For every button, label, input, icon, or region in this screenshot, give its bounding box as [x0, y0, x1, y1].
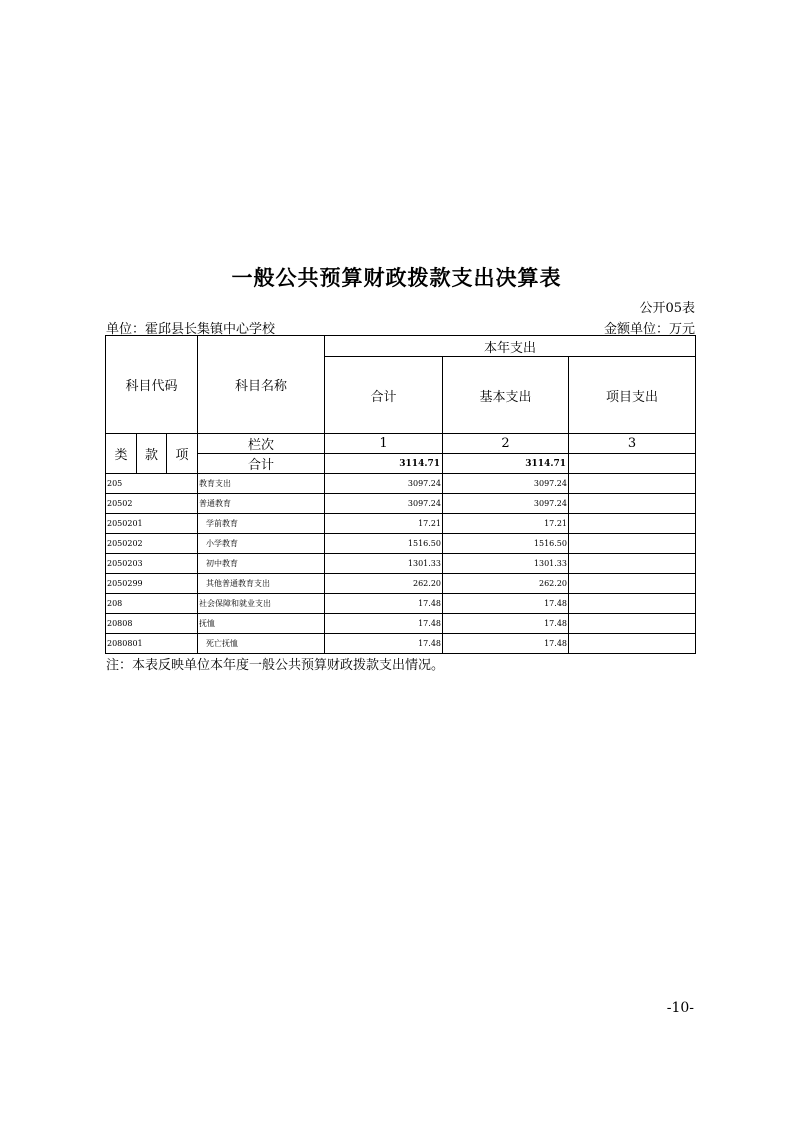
header-col3: 3 — [569, 434, 696, 454]
row-code: 2050299 — [106, 574, 198, 594]
row-basic: 17.21 — [443, 514, 569, 534]
form-number: 公开05表 — [639, 301, 695, 316]
row-name: 初中教育 — [198, 554, 325, 574]
row-total: 17.21 — [325, 514, 443, 534]
header-subject-name: 科目名称 — [198, 336, 325, 434]
row-name: 社会保障和就业支出 — [198, 594, 325, 614]
grand-total-label: 合计 — [198, 454, 325, 474]
row-code: 208 — [106, 594, 198, 614]
row-project — [569, 594, 696, 614]
row-project — [569, 554, 696, 574]
row-project — [569, 514, 696, 534]
row-basic: 1516.50 — [443, 534, 569, 554]
row-name: 小学教育 — [198, 534, 325, 554]
unit-label: 单位：霍邱县长集镇中心学校 — [106, 322, 276, 337]
row-total: 3097.24 — [325, 474, 443, 494]
row-basic: 17.48 — [443, 614, 569, 634]
row-name: 教育支出 — [198, 474, 325, 494]
table-row — [106, 474, 696, 494]
row-basic: 17.48 — [443, 634, 569, 654]
row-basic: 3097.24 — [443, 494, 569, 514]
row-code: 2050201 — [106, 514, 198, 534]
header-total: 合计 — [325, 357, 443, 434]
row-basic: 262.20 — [443, 574, 569, 594]
row-basic: 3097.24 — [443, 474, 569, 494]
row-name: 普通教育 — [198, 494, 325, 514]
grand-total-value: 3114.71 — [325, 454, 443, 474]
row-project — [569, 634, 696, 654]
page-title: 一般公共预算财政拨款支出决算表 — [231, 265, 562, 290]
header-current-year: 本年支出 — [325, 336, 696, 357]
table-row — [106, 594, 696, 614]
grand-total-basic: 3114.71 — [443, 454, 569, 474]
row-total: 1301.33 — [325, 554, 443, 574]
header-xiang: 项 — [167, 434, 198, 474]
row-total: 262.20 — [325, 574, 443, 594]
header-column-no: 栏次 — [198, 434, 325, 454]
row-project — [569, 474, 696, 494]
amount-unit-label: 金额单位：万元 — [603, 322, 695, 337]
page-number: -10- — [666, 1000, 694, 1016]
row-code: 2080801 — [106, 634, 198, 654]
header-col1: 1 — [325, 434, 443, 454]
row-name: 其他普通教育支出 — [198, 574, 325, 594]
row-project — [569, 574, 696, 594]
budget-table — [105, 335, 696, 654]
table-row — [106, 574, 696, 594]
header-basic: 基本支出 — [443, 357, 569, 434]
table-row — [106, 514, 696, 534]
row-code: 20502 — [106, 494, 198, 514]
row-name: 死亡抚恤 — [198, 634, 325, 654]
table-row — [106, 614, 696, 634]
table-row — [106, 534, 696, 554]
row-project — [569, 494, 696, 514]
header-subject-code: 科目代码 — [106, 336, 198, 434]
row-project — [569, 614, 696, 634]
row-code: 20808 — [106, 614, 198, 634]
row-basic: 1301.33 — [443, 554, 569, 574]
row-project — [569, 534, 696, 554]
row-code: 2050203 — [106, 554, 198, 574]
table-row — [106, 554, 696, 574]
header-lei: 类 — [106, 434, 137, 474]
row-code: 205 — [106, 474, 198, 494]
row-code: 2050202 — [106, 534, 198, 554]
table-row — [106, 634, 696, 654]
row-total: 17.48 — [325, 594, 443, 614]
row-total: 17.48 — [325, 614, 443, 634]
row-name: 学前教育 — [198, 514, 325, 534]
row-name: 抚恤 — [198, 614, 325, 634]
grand-total-project — [569, 454, 696, 474]
row-basic: 17.48 — [443, 594, 569, 614]
table-row — [106, 494, 696, 514]
header-kuan: 款 — [137, 434, 167, 474]
row-total: 1516.50 — [325, 534, 443, 554]
header-col2: 2 — [443, 434, 569, 454]
row-total: 17.48 — [325, 634, 443, 654]
row-total: 3097.24 — [325, 494, 443, 514]
table-note: 注：本表反映单位本年度一般公共预算财政拨款支出情况。 — [106, 658, 445, 673]
header-project: 项目支出 — [569, 357, 696, 434]
